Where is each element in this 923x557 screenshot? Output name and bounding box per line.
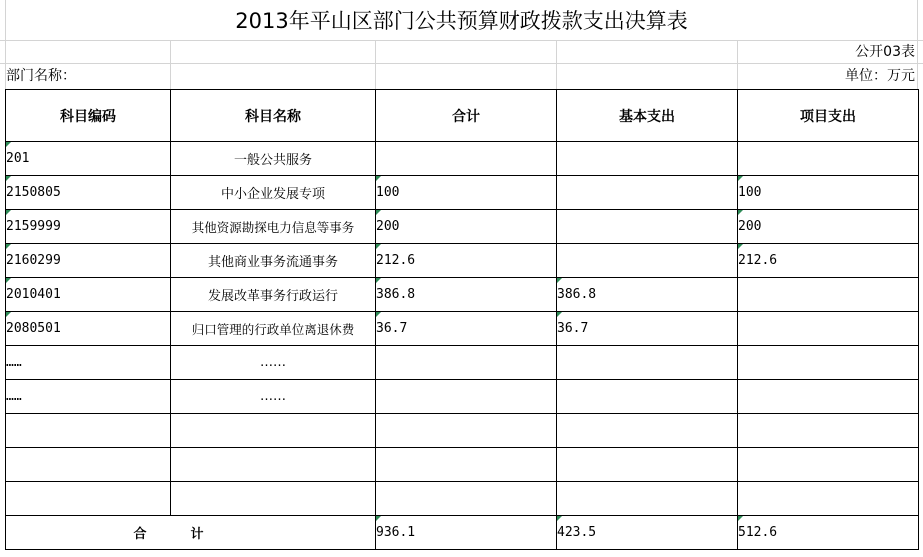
cell-basic[interactable]: [557, 448, 738, 482]
cell-project[interactable]: [738, 312, 919, 346]
cell-code[interactable]: 2159999: [6, 210, 171, 244]
cell-name[interactable]: ……: [171, 346, 376, 380]
total-label[interactable]: 合计: [6, 516, 376, 550]
cell-name[interactable]: 其他资源勘探电力信息等事务: [171, 210, 376, 244]
grid-line: [170, 40, 171, 89]
cell-basic[interactable]: [557, 142, 738, 176]
cell-project[interactable]: 100: [738, 176, 919, 210]
table-row: [6, 142, 919, 176]
grid-line: [0, 63, 923, 64]
cell-basic[interactable]: [557, 482, 738, 516]
cell-project[interactable]: [738, 278, 919, 312]
cell-code[interactable]: 201: [6, 142, 171, 176]
form-code: 公开03表: [855, 44, 915, 60]
cell-total[interactable]: 36.7: [376, 312, 557, 346]
header-project[interactable]: 项目支出: [738, 90, 919, 142]
cell-code[interactable]: 2160299: [6, 244, 171, 278]
table-row: [6, 312, 919, 346]
cell-name[interactable]: 发展改革事务行政运行: [171, 278, 376, 312]
cell-total[interactable]: [376, 346, 557, 380]
table-header-row: [6, 90, 919, 142]
cell-basic[interactable]: [557, 346, 738, 380]
table-row: [6, 176, 919, 210]
cell-basic[interactable]: [557, 176, 738, 210]
header-code[interactable]: 科目编码: [6, 90, 171, 142]
table-row: [6, 244, 919, 278]
header-total[interactable]: 合计: [376, 90, 557, 142]
cell-name[interactable]: 中小企业发展专项: [171, 176, 376, 210]
grid-line: [737, 40, 738, 89]
cell-project[interactable]: 200: [738, 210, 919, 244]
total-project[interactable]: 512.6: [738, 516, 919, 550]
cell-total[interactable]: [376, 142, 557, 176]
cell-code[interactable]: 2080501: [6, 312, 171, 346]
grid-line: [556, 40, 557, 89]
unit-label: 单位：万元: [845, 68, 915, 84]
grid-line: [0, 40, 923, 41]
cell-basic[interactable]: [557, 414, 738, 448]
cell-name[interactable]: 归口管理的行政单位离退休费: [171, 312, 376, 346]
budget-table: [5, 89, 919, 550]
cell-total[interactable]: 386.8: [376, 278, 557, 312]
cell-total[interactable]: [376, 414, 557, 448]
cell-code[interactable]: 2150805: [6, 176, 171, 210]
cell-project[interactable]: [738, 482, 919, 516]
cell-basic[interactable]: 386.8: [557, 278, 738, 312]
cell-name[interactable]: [171, 414, 376, 448]
cell-code[interactable]: 2010401: [6, 278, 171, 312]
table-row: [6, 210, 919, 244]
cell-code[interactable]: [6, 414, 171, 448]
table-row: [6, 482, 919, 516]
cell-basic[interactable]: [557, 210, 738, 244]
cell-name[interactable]: [171, 448, 376, 482]
table-total-row: [6, 516, 919, 550]
cell-project[interactable]: [738, 448, 919, 482]
cell-project[interactable]: [738, 346, 919, 380]
cell-name[interactable]: 一般公共服务: [171, 142, 376, 176]
cell-total[interactable]: [376, 482, 557, 516]
cell-project[interactable]: [738, 380, 919, 414]
cell-project[interactable]: 212.6: [738, 244, 919, 278]
cell-total[interactable]: 212.6: [376, 244, 557, 278]
cell-project[interactable]: [738, 142, 919, 176]
cell-name[interactable]: 其他商业事务流通事务: [171, 244, 376, 278]
cell-code[interactable]: ……: [6, 346, 171, 380]
cell-name[interactable]: [171, 482, 376, 516]
cell-basic[interactable]: 36.7: [557, 312, 738, 346]
table-row: [6, 346, 919, 380]
total-basic[interactable]: 423.5: [557, 516, 738, 550]
table-row: [6, 414, 919, 448]
cell-total[interactable]: 100: [376, 176, 557, 210]
cell-basic[interactable]: [557, 244, 738, 278]
cell-total[interactable]: 200: [376, 210, 557, 244]
cell-project[interactable]: [738, 414, 919, 448]
cell-code[interactable]: [6, 482, 171, 516]
department-name-label: 部门名称：: [6, 68, 76, 84]
header-name[interactable]: 科目名称: [171, 90, 376, 142]
cell-code[interactable]: ……: [6, 380, 171, 414]
header-basic[interactable]: 基本支出: [557, 90, 738, 142]
table-row: [6, 448, 919, 482]
cell-basic[interactable]: [557, 380, 738, 414]
cell-name[interactable]: ……: [171, 380, 376, 414]
total-sum[interactable]: 936.1: [376, 516, 557, 550]
page-title: 2013年平山区部门公共预算财政拨款支出决算表: [235, 9, 688, 33]
grid-line: [375, 40, 376, 89]
table-row: [6, 380, 919, 414]
cell-total[interactable]: [376, 448, 557, 482]
table-row: [6, 278, 919, 312]
cell-code[interactable]: [6, 448, 171, 482]
cell-total[interactable]: [376, 380, 557, 414]
